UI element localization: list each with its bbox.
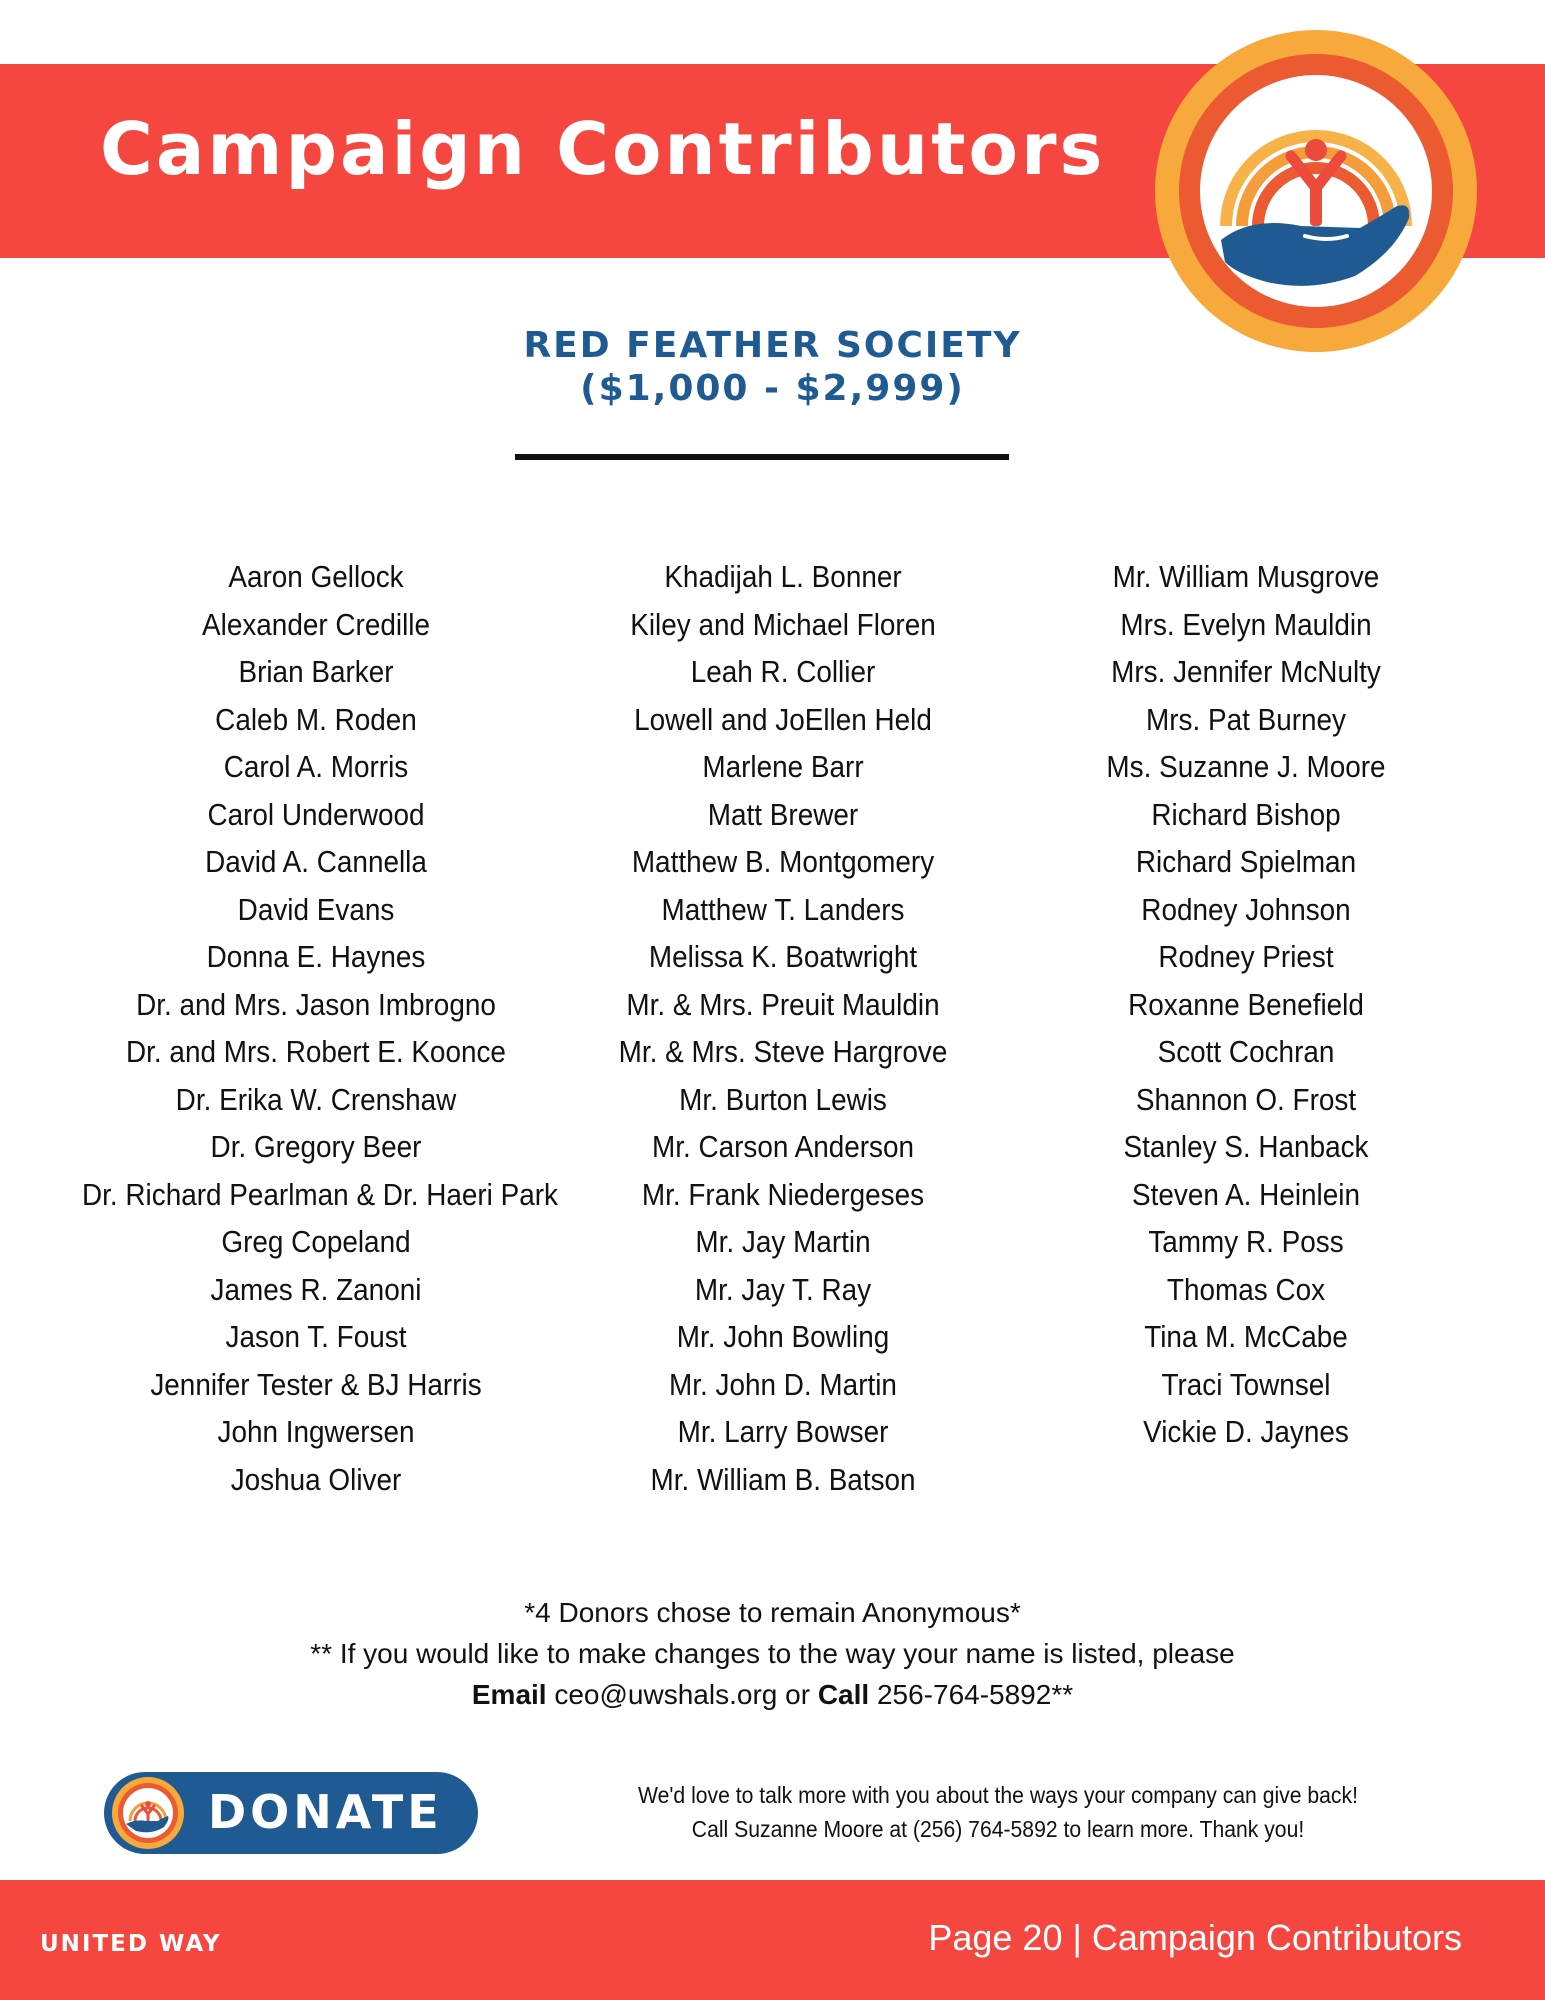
contributor-name: Carol A. Morris xyxy=(223,749,409,784)
contributor-name: Richard Spielman xyxy=(1135,844,1357,879)
contributor-name: Leah R. Collier xyxy=(690,654,876,689)
email-label: Email xyxy=(471,1679,547,1710)
contributor-name: David A. Cannella xyxy=(205,844,427,879)
contributor-name: Dr. and Mrs. Robert E. Koonce xyxy=(126,1034,506,1069)
contributor-name: Matthew T. Landers xyxy=(661,891,905,927)
divider xyxy=(515,454,1009,460)
contributor-name: Mr. William Musgrove xyxy=(1112,559,1380,594)
contributor-name: Scott Cochran xyxy=(1157,1034,1335,1069)
united-way-logo-icon xyxy=(1155,30,1477,352)
contributor-name: Roxanne Benefield xyxy=(1128,986,1364,1022)
contributor-name: Lowell and JoEllen Held xyxy=(634,701,932,737)
notes xyxy=(0,1592,1545,1715)
contributor-name: Dr. Gregory Beer xyxy=(210,1129,422,1164)
contributor-name: Matthew B. Montgomery xyxy=(631,844,935,879)
section-subtitle: ($1,000 - $2,999) xyxy=(580,368,965,409)
contributor-name: Mr. Carson Anderson xyxy=(651,1129,915,1164)
contributor-name: Mrs. Pat Burney xyxy=(1145,701,1347,737)
contributor-name: Khadijah L. Bonner xyxy=(664,559,902,594)
contributor-name: Rodney Johnson xyxy=(1141,891,1351,927)
phone-number: 256-764-5892** xyxy=(876,1679,1074,1710)
contributor-name: Marlene Barr xyxy=(702,749,864,784)
contributor-name: Melissa K. Boatwright xyxy=(648,939,918,974)
united-way-hand-logo-icon xyxy=(112,1777,184,1849)
contributor-name: Kiley and Michael Floren xyxy=(630,606,936,642)
call-label: Call xyxy=(817,1679,870,1710)
contributor-name: Ms. Suzanne J. Moore xyxy=(1106,749,1386,784)
contributor-name: David Evans xyxy=(237,891,395,927)
anonymous-note: *4 Donors chose to remain Anonymous* xyxy=(524,1597,1021,1628)
contributor-column-1 xyxy=(82,553,559,1503)
email-link[interactable]: ceo@uwshals.org xyxy=(554,1679,778,1710)
or-text: or xyxy=(785,1679,811,1710)
footer-org: UNITED WAY xyxy=(40,1931,222,1957)
contributor-name: James R. Zanoni xyxy=(210,1271,422,1307)
contributor-name: Mr. William B. Batson xyxy=(650,1461,916,1497)
contributor-name: Jason T. Foust xyxy=(225,1319,407,1354)
contributor-name: Caleb M. Roden xyxy=(215,701,417,737)
contributor-name: Mr. & Mrs. Preuit Mauldin xyxy=(626,986,940,1022)
contributor-name: Tina M. McCabe xyxy=(1144,1319,1348,1354)
contributor-name: Mr. & Mrs. Steve Hargrove xyxy=(618,1034,948,1069)
contributor-name: Aaron Gellock xyxy=(228,559,404,594)
contributor-name: Greg Copeland xyxy=(221,1224,411,1259)
contributor-name: Stanley S. Hanback xyxy=(1123,1129,1369,1164)
contributor-name: Alexander Credille xyxy=(202,606,430,642)
contributor-name: Matt Brewer xyxy=(707,796,859,832)
contributor-name: Mr. Larry Bowser xyxy=(677,1414,889,1449)
contributor-name: Mr. Jay T. Ray xyxy=(694,1271,872,1307)
contributor-name: Rodney Priest xyxy=(1158,939,1334,974)
company-message xyxy=(630,1778,1366,1846)
contributor-name: Mr. John D. Martin xyxy=(669,1366,897,1402)
contributor-name: Mr. Frank Niedergeses xyxy=(641,1176,925,1212)
contributor-name: Mr. Burton Lewis xyxy=(679,1081,887,1117)
changes-note: ** If you would like to make changes to the way your name is listed, please xyxy=(310,1638,1235,1669)
section-title: RED FEATHER SOCIETY xyxy=(523,325,1022,366)
contributor-name: Mrs. Evelyn Mauldin xyxy=(1120,606,1372,642)
contributor-name: Vickie D. Jaynes xyxy=(1143,1414,1349,1449)
footer-page-label: Page 20 | Campaign Contributors xyxy=(928,1917,1462,1958)
contributor-name: Traci Townsel xyxy=(1161,1366,1331,1402)
contributor-name: Jennifer Tester & BJ Harris xyxy=(150,1366,482,1402)
contributor-name: Joshua Oliver xyxy=(230,1461,402,1497)
contributor-name: Donna E. Haynes xyxy=(206,939,426,974)
contributor-column-2 xyxy=(549,553,1017,1503)
contributor-name: Shannon O. Frost xyxy=(1135,1081,1357,1117)
contributor-name: Dr. Erika W. Crenshaw xyxy=(175,1081,457,1117)
contributor-name: Brian Barker xyxy=(238,654,394,689)
contact-line xyxy=(0,1674,1545,1715)
contributor-name: Tammy R. Poss xyxy=(1148,1224,1344,1259)
contributor-name: Thomas Cox xyxy=(1166,1271,1326,1307)
contributor-name: Dr. and Mrs. Jason Imbrogno xyxy=(136,986,496,1022)
company-message-line-1: We'd love to talk more with you about the ways your company can give back! xyxy=(638,1782,1358,1808)
donate-label: DONATE xyxy=(208,1785,443,1839)
contributor-name: Mr. John Bowling xyxy=(676,1319,890,1354)
contributor-name: Mrs. Jennifer McNulty xyxy=(1111,654,1381,689)
contributor-name: Steven A. Heinlein xyxy=(1131,1176,1360,1212)
contributor-name: John Ingwersen xyxy=(217,1414,415,1449)
contributor-name: Dr. Richard Pearlman & Dr. Haeri Park xyxy=(82,1176,559,1212)
contributor-name: Mr. Jay Martin xyxy=(695,1224,871,1259)
page-title: Campaign Contributors xyxy=(100,107,1106,191)
contributor-name: Carol Underwood xyxy=(207,796,425,832)
contributor-column-3 xyxy=(1012,553,1480,1456)
donate-button[interactable] xyxy=(104,1772,478,1854)
company-message-line-2: Call Suzanne Moore at (256) 764-5892 to learn more. Thank you! xyxy=(691,1816,1305,1842)
contributor-name: Richard Bishop xyxy=(1151,796,1341,832)
